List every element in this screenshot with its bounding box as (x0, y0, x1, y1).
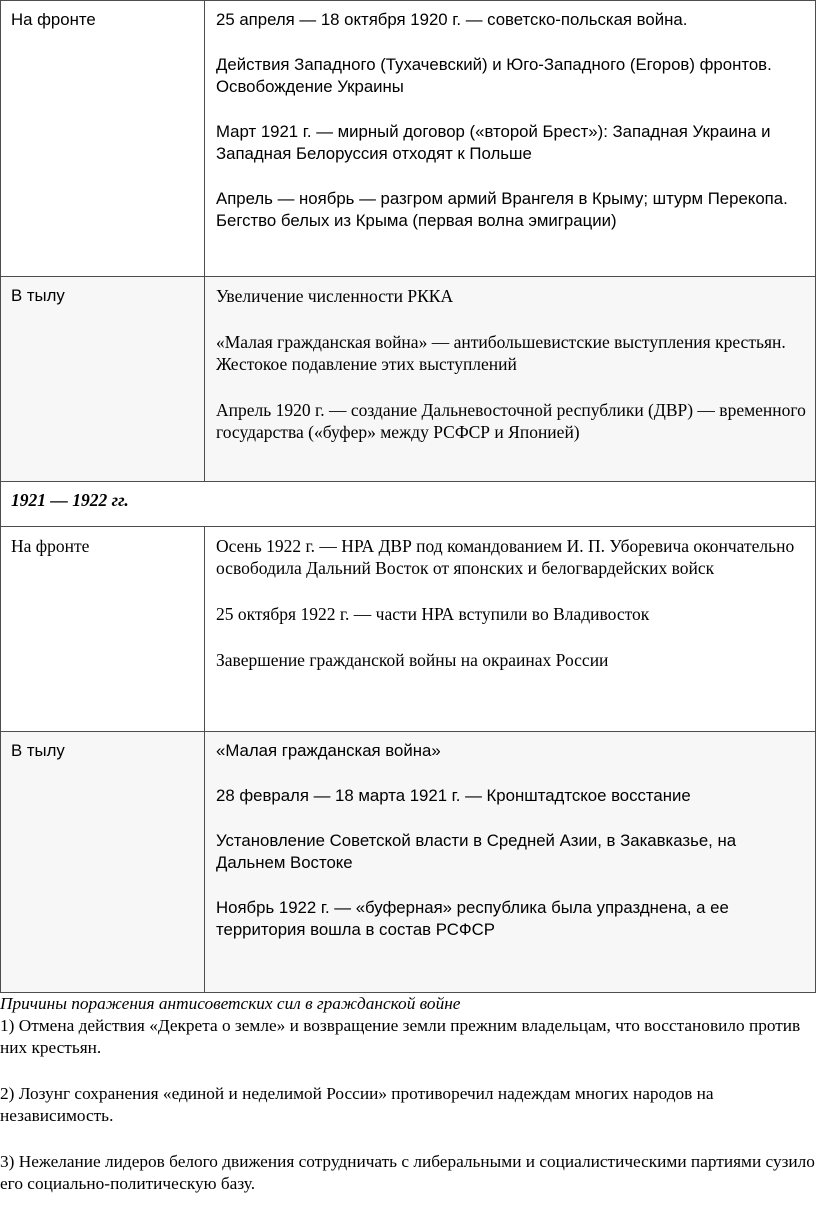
row-label: В тылу (1, 732, 205, 992)
cause-item: 3) Нежелание лидеров белого движения сотрудничать с либеральными и социалистическими партиями сузило его социально-политическую базу. (0, 1152, 815, 1193)
content-paragraph: Завершение гражданской войны на окраинах России (216, 650, 609, 670)
content-paragraph: Март 1921 г. — мирный договор («второй Брест»): Западная Украина и Западная Белоруссия отходят к Польше (216, 122, 771, 163)
cause-item: 1) Отмена действия «Декрета о земле» и возвращение земли прежним владельцам, что восстановило против них крестьян. (0, 1016, 801, 1057)
row-label: В тылу (1, 277, 205, 481)
content-paragraph: Апрель — ноябрь — разгром армий Врангеля в Крыму; штурм Перекопа. Бегство белых из Крыма (первая волна эмиграции) (216, 189, 788, 230)
causes-section (0, 993, 816, 1219)
content-paragraph: 25 октября 1922 г. — части НРА вступили во Владивосток (216, 604, 650, 624)
year-heading: 1921 — 1922 гг. (11, 490, 129, 510)
content-paragraph: Действия Западного (Тухачевский) и Юго-Западного (Егоров) фронтов. Освобождение Украины (216, 55, 772, 96)
content-paragraph: «Малая гражданская война» — антибольшевистские выступления крестьян. Жестокое подавление этих выступлений (216, 332, 786, 374)
content-paragraph: Установление Советской власти в Средней Азии, в Закавказье, на Дальнем Востоке (216, 831, 737, 872)
row-content (205, 527, 815, 731)
section-title: Причины поражения антисоветских сил в гражданской войне (0, 994, 461, 1013)
cause-item: 2) Лозунг сохранения «единой и неделимой России» противоречил надеждам многих народов на независимость. (0, 1084, 714, 1125)
row-content (205, 277, 815, 481)
table-row (0, 732, 816, 993)
table-row (0, 0, 816, 277)
table-row (0, 277, 816, 482)
row-label: На фронте (1, 1, 205, 276)
content-paragraph: Увеличение численности РККА (216, 286, 454, 306)
row-content (205, 732, 815, 992)
row-content (205, 1, 815, 276)
year-row (0, 482, 816, 527)
content-paragraph: 28 февраля — 18 марта 1921 г. — Кронштадтское восстание (216, 786, 691, 805)
content-paragraph: Осень 1922 г. — НРА ДВР под командованием И. П. Уборевича окончательно освободила Дальний Восток от японских и белогвардейских войск (216, 536, 795, 578)
content-paragraph: «Малая гражданская война» (216, 741, 441, 760)
content-paragraph: 25 апреля — 18 октября 1920 г. — советско-польская война. (216, 10, 688, 29)
content-paragraph: Ноябрь 1922 г. — «буферная» республика была упразднена, а ее территория вошла в состав РСФСР (216, 898, 729, 939)
row-label: На фронте (1, 527, 205, 731)
table-row (0, 527, 816, 732)
content-paragraph: Апрель 1920 г. — создание Дальневосточной республики (ДВР) — временного государства («буфер» между РСФСР и Японией) (216, 400, 806, 442)
